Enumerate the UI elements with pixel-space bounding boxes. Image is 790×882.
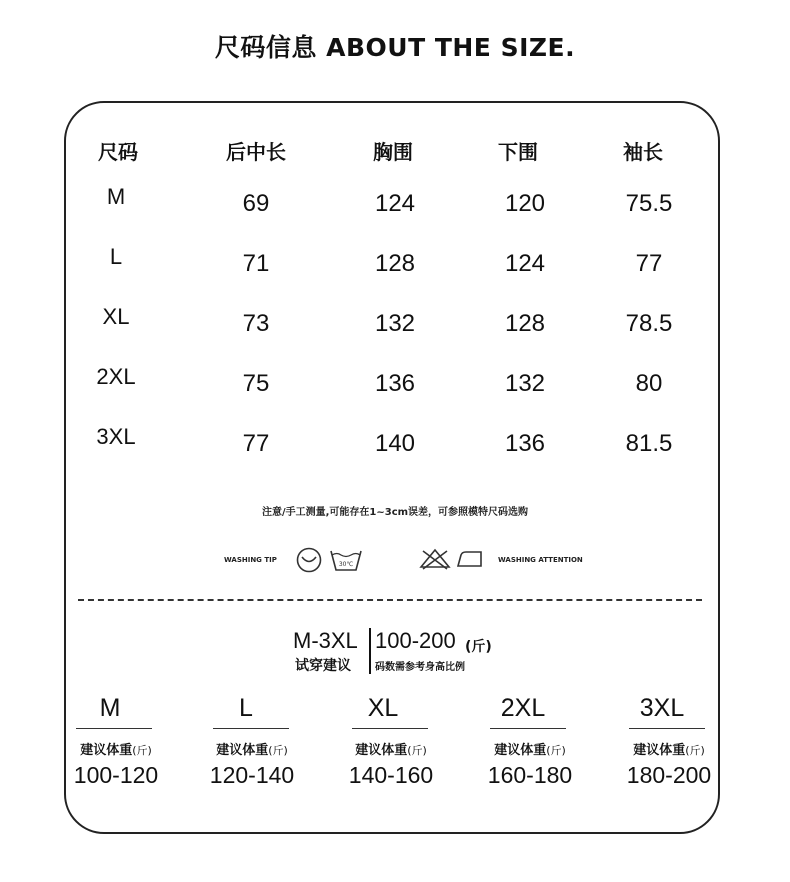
header-size: 尺码: [98, 140, 138, 164]
rec-size: L: [239, 694, 253, 722]
iron-icon: [455, 548, 485, 570]
table-cell: 77: [242, 430, 270, 457]
size-range: M-3XL: [293, 628, 358, 653]
table-cell: 69: [242, 190, 270, 217]
rec-label-unit: (斤): [546, 744, 566, 757]
table-cell-size: 3XL: [96, 424, 136, 449]
table-cell: 132: [504, 370, 546, 397]
rec-underline: [629, 728, 705, 729]
table-cell: 80: [635, 370, 663, 397]
rec-label: [494, 739, 566, 758]
weight-range: 100-200: [375, 628, 456, 653]
table-cell: 75: [242, 370, 270, 397]
rec-label-unit: (斤): [132, 744, 152, 757]
rec-range: 160-180: [487, 762, 573, 788]
rec-label: [216, 739, 288, 758]
rec-underline: [76, 728, 152, 729]
table-cell: 124: [504, 250, 546, 277]
rec-range: 120-140: [209, 762, 295, 788]
hand-wash-circle-icon: [294, 546, 324, 574]
rec-label: [355, 739, 427, 758]
rec-label-text: 建议体重: [633, 743, 686, 758]
table-cell: 78.5: [625, 310, 673, 337]
rec-label-text: 建议体重: [80, 743, 133, 758]
rec-label: [633, 739, 705, 758]
header-sleeve: 袖长: [623, 140, 663, 164]
header-chest: 胸围: [373, 140, 413, 164]
rec-range: 100-120: [73, 762, 159, 788]
rec-label-text: 建议体重: [494, 743, 547, 758]
washing-tip-label: WASHING TIP: [224, 556, 277, 564]
table-cell: 128: [504, 310, 546, 337]
table-cell: 73: [242, 310, 270, 337]
rec-underline: [490, 728, 566, 729]
rec-label: [80, 739, 152, 758]
rec-size: 3XL: [639, 694, 685, 722]
table-cell: 136: [504, 430, 546, 457]
table-cell: 124: [374, 190, 416, 217]
rec-underline: [352, 728, 428, 729]
measurement-note: 注意/手工测量,可能存在1~3cm误差，可参照模特尺码选购: [261, 507, 529, 518]
rec-label-unit: (斤): [685, 744, 705, 757]
no-bleach-icon: [418, 547, 452, 571]
height-ratio-note: 码数需参考身高比例: [375, 662, 465, 673]
table-cell: 140: [374, 430, 416, 457]
rec-size: XL: [367, 694, 399, 722]
table-cell: 81.5: [625, 430, 673, 457]
rec-size: M: [99, 694, 121, 722]
water-temp-label: 30℃: [338, 561, 354, 568]
rec-underline: [213, 728, 289, 729]
table-cell: 128: [374, 250, 416, 277]
rec-range: 180-200: [626, 762, 712, 788]
header-back-length: 后中长: [226, 140, 286, 164]
rec-label-unit: (斤): [268, 744, 288, 757]
header-hem: 下围: [498, 140, 538, 164]
rec-range: 140-160: [348, 762, 434, 788]
table-cell: 71: [242, 250, 270, 277]
wash-tub-30c-icon: [328, 546, 364, 574]
page-title: 尺码信息 ABOUT THE SIZE.: [214, 33, 576, 62]
rec-label-text: 建议体重: [216, 743, 269, 758]
dashed-divider: [78, 599, 702, 601]
table-cell-size: 2XL: [96, 364, 136, 389]
rec-label-text: 建议体重: [355, 743, 408, 758]
table-cell: 77: [635, 250, 663, 277]
table-cell: 120: [504, 190, 546, 217]
washing-attention-label: WASHING ATTENTION: [498, 556, 583, 564]
rec-label-unit: (斤): [407, 744, 427, 757]
weight-unit: (斤): [465, 639, 492, 655]
table-cell: 132: [374, 310, 416, 337]
range-separator: [369, 628, 371, 674]
table-cell: 75.5: [625, 190, 673, 217]
table-cell: 136: [374, 370, 416, 397]
try-on-advice: 试穿建议: [295, 658, 351, 674]
rec-size: 2XL: [500, 694, 546, 722]
table-cell-size: XL: [102, 304, 130, 329]
table-cell-size: L: [109, 244, 123, 269]
table-cell-size: M: [106, 184, 126, 209]
